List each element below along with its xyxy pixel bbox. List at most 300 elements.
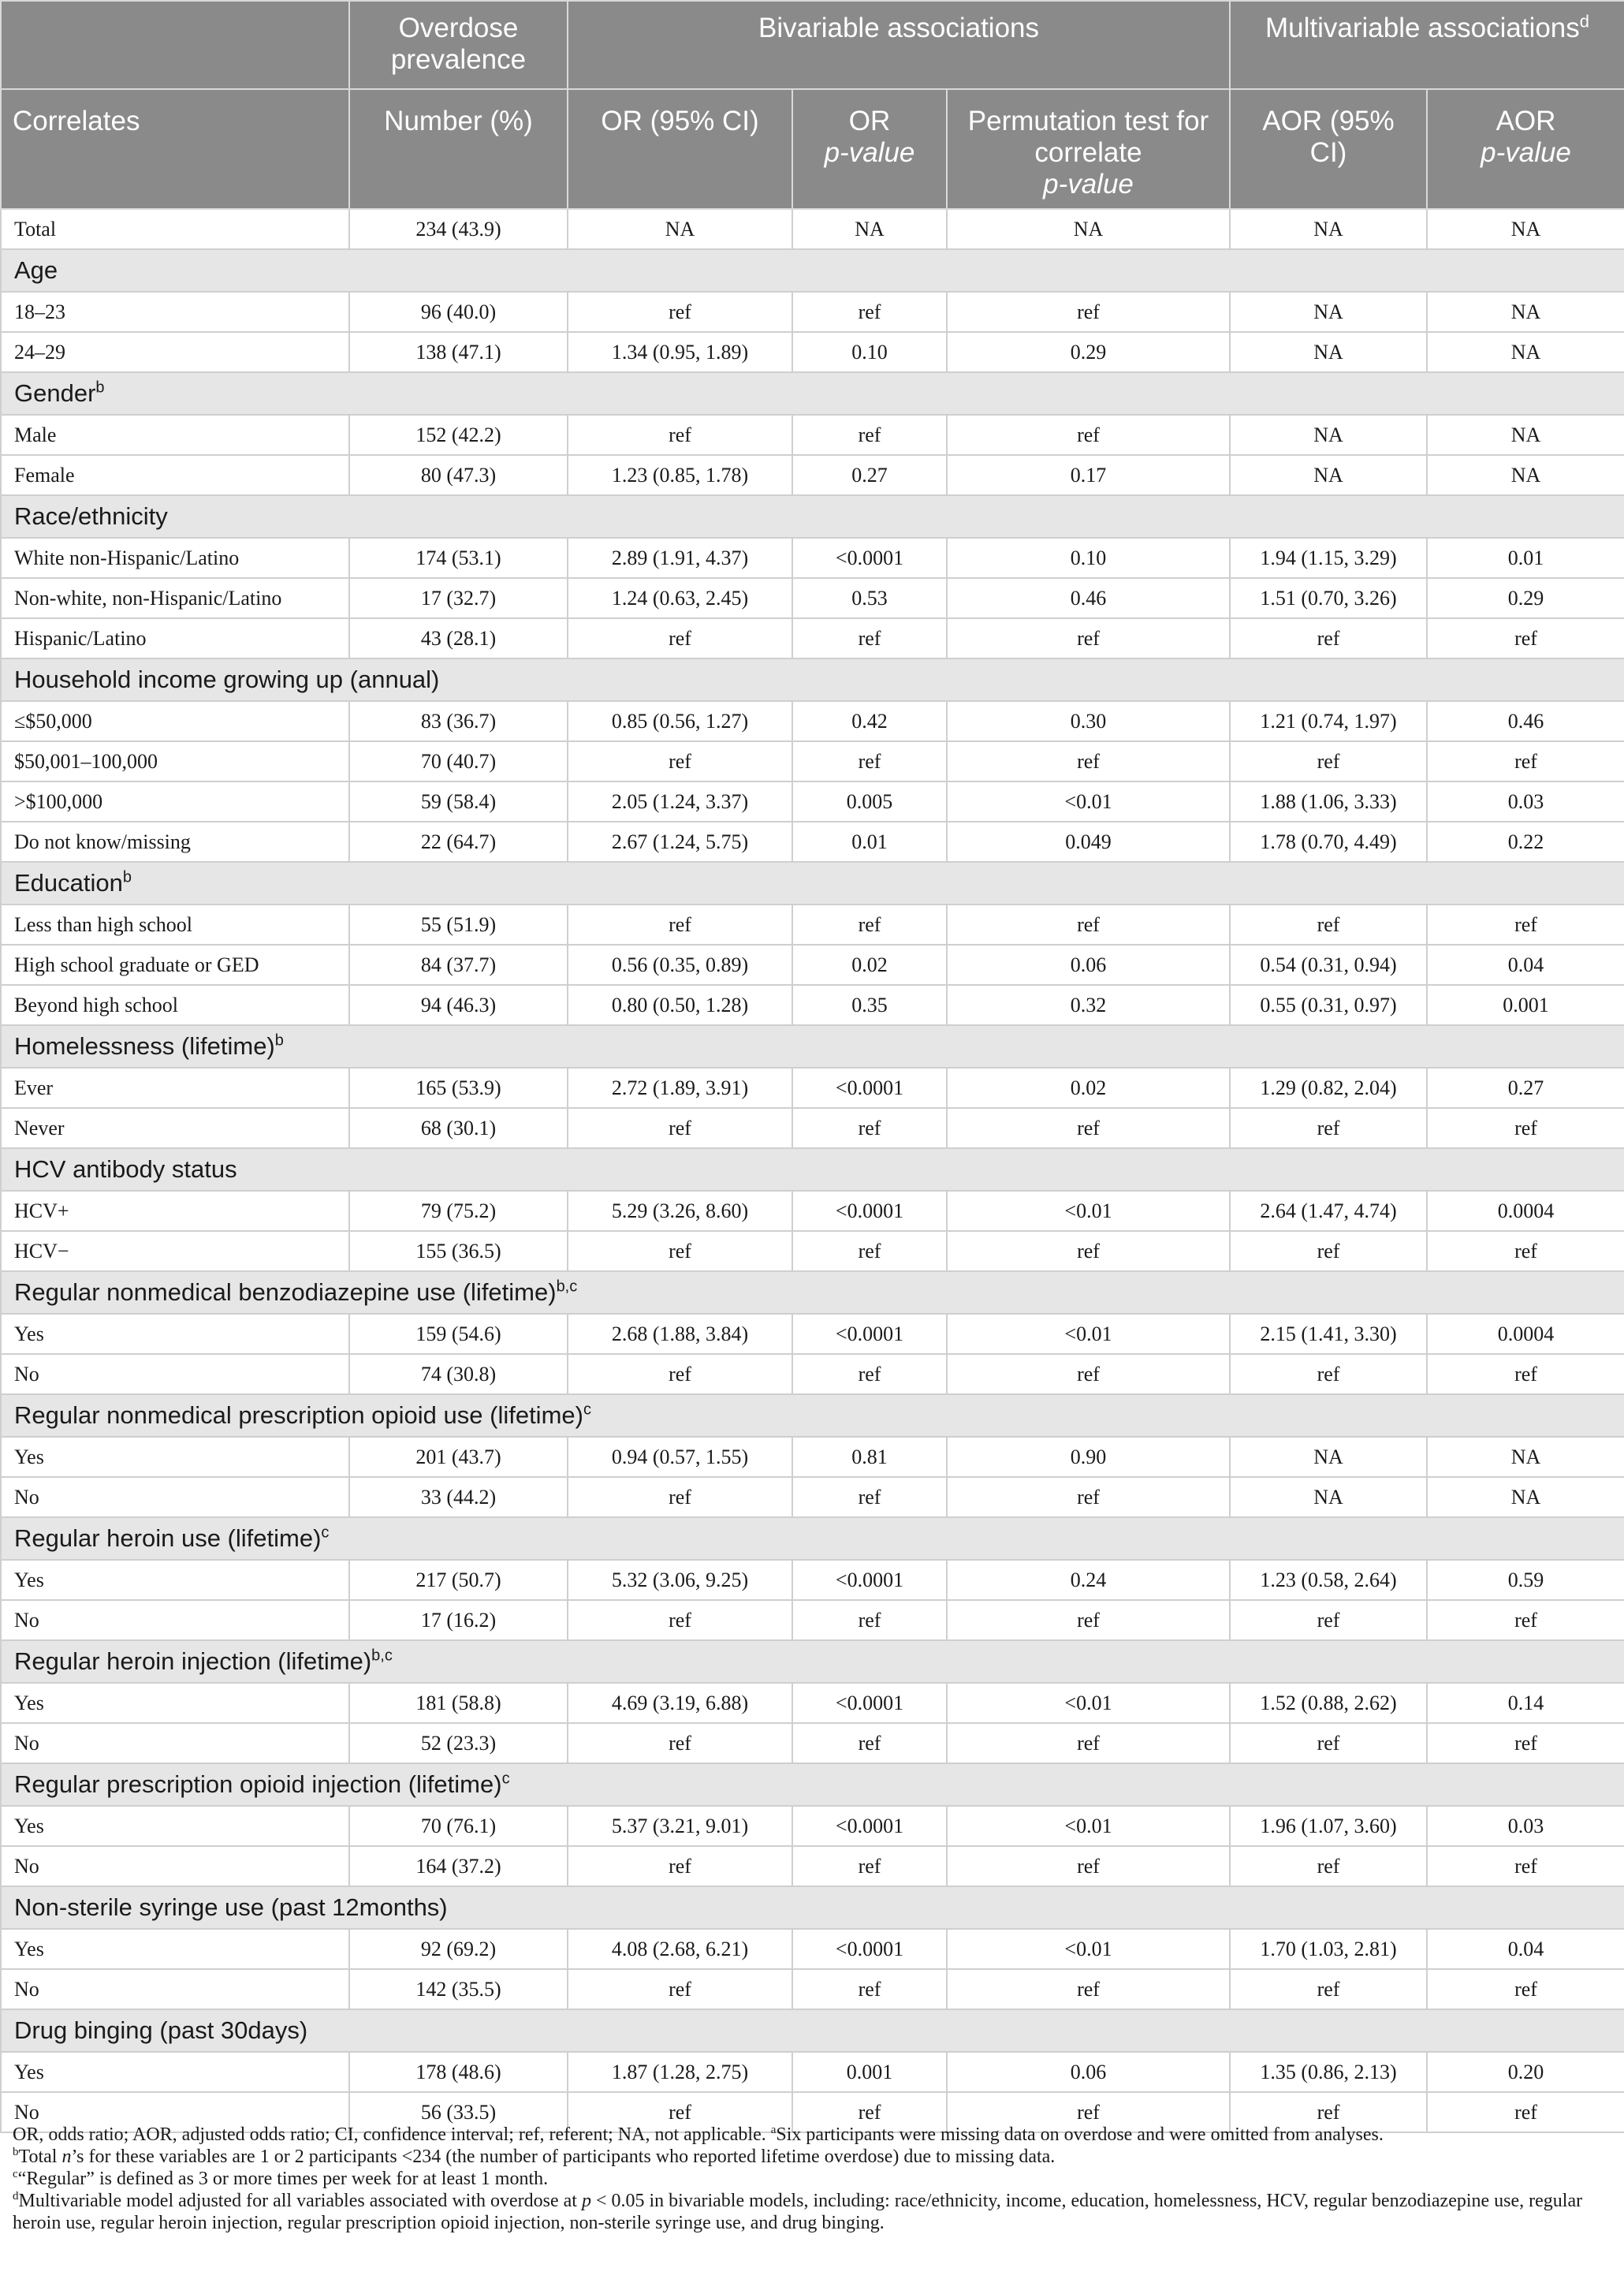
cell-permutation-p: ref: [947, 1354, 1230, 1394]
cell-or-ci: 1.23 (0.85, 1.78): [568, 455, 792, 495]
cell-or-ci: 2.68 (1.88, 3.84): [568, 1314, 792, 1354]
table-row: [1, 1231, 1624, 1271]
cell-permutation-p: ref: [947, 905, 1230, 945]
cell-number: 217 (50.7): [349, 1560, 568, 1600]
cell-aor-ci: 1.78 (0.70, 4.49): [1230, 822, 1427, 862]
footnote-abbr-text: OR, odds ratio; AOR, adjusted odds ratio; CI, confidence interval; ref, referent; NA, not applicable.: [13, 2124, 766, 2145]
row-label: Yes: [1, 1560, 349, 1600]
table-row: [1, 1560, 1624, 1600]
cell-or-p: ref: [792, 741, 947, 781]
table-row: [1, 1683, 1624, 1723]
cell-number: 84 (37.7): [349, 945, 568, 985]
section-title: [1, 1886, 1624, 1929]
row-label: No: [1, 2092, 349, 2132]
cell-permutation-p: ref: [947, 1108, 1230, 1148]
header-aor-p-line2: p-value: [1481, 137, 1571, 168]
section-title: [1, 495, 1624, 538]
cell-or-p: ref: [792, 1354, 947, 1394]
cell-aor-p: 0.03: [1427, 781, 1624, 822]
section-title-text: Gender: [14, 379, 96, 407]
cell-or-p: ref: [792, 1846, 947, 1886]
cell-aor-ci: ref: [1230, 618, 1427, 658]
row-label: Yes: [1, 1437, 349, 1477]
footnote-d-p: p: [581, 2191, 591, 2211]
cell-aor-p: ref: [1427, 905, 1624, 945]
cell-aor-p: ref: [1427, 1846, 1624, 1886]
cell-or-p: <0.0001: [792, 1683, 947, 1723]
cell-permutation-p: ref: [947, 741, 1230, 781]
cell-permutation-p: 0.049: [947, 822, 1230, 862]
cell-number: 79 (75.2): [349, 1191, 568, 1231]
cell-permutation-p: <0.01: [947, 1683, 1230, 1723]
cell-or-ci: 2.05 (1.24, 3.37): [568, 781, 792, 822]
cell-aor-p: 0.0004: [1427, 1191, 1624, 1231]
table-row: [1, 415, 1624, 455]
section-title: [1, 1271, 1624, 1314]
cell-permutation-p: 0.90: [947, 1437, 1230, 1477]
row-label: Non-white, non-Hispanic/Latino: [1, 578, 349, 618]
header-bivariable: Bivariable associations: [568, 1, 1230, 89]
cell-number: 17 (16.2): [349, 1600, 568, 1640]
header-or-p-line2: p-value: [824, 137, 915, 168]
section-footnote-mark: b,c: [371, 1647, 393, 1665]
row-label: Female: [1, 455, 349, 495]
footnote-c-text: “Regular” is defined as 3 or more times per week for at least 1 month.: [17, 2169, 549, 2189]
cell-aor-p: 0.27: [1427, 1068, 1624, 1108]
table-row: [1, 822, 1624, 862]
cell-or-p: 0.001: [792, 2052, 947, 2092]
cell-or-ci: 0.85 (0.56, 1.27): [568, 701, 792, 741]
cell-permutation-p: 0.06: [947, 2052, 1230, 2092]
row-label: ≤$50,000: [1, 701, 349, 741]
cell-permutation-p: ref: [947, 1969, 1230, 2009]
cell-or-ci: ref: [568, 1846, 792, 1886]
cell-aor-ci: 1.21 (0.74, 1.97): [1230, 701, 1427, 741]
cell-number: 56 (33.5): [349, 2092, 568, 2132]
cell-aor-ci: 0.54 (0.31, 0.94): [1230, 945, 1427, 985]
cell-aor-p: 0.01: [1427, 538, 1624, 578]
cell-aor-ci: ref: [1230, 1723, 1427, 1763]
cell-aor-ci: NA: [1230, 1437, 1427, 1477]
cell-number: 96 (40.0): [349, 292, 568, 332]
cell-number: 83 (36.7): [349, 701, 568, 741]
section-title-text: Regular nonmedical benzodiazepine use (lifetime): [14, 1278, 557, 1306]
cell-permutation-p: 0.32: [947, 985, 1230, 1025]
table-row: [1, 781, 1624, 822]
cell-aor-p: 0.001: [1427, 985, 1624, 1025]
cell-aor-ci: 1.70 (1.03, 2.81): [1230, 1929, 1427, 1969]
cell-or-ci: NA: [568, 209, 792, 249]
table-row: [1, 292, 1624, 332]
cell-or-p: <0.0001: [792, 1314, 947, 1354]
cell-or-p: ref: [792, 1723, 947, 1763]
cell-or-ci: ref: [568, 1969, 792, 2009]
cell-aor-ci: 1.35 (0.86, 2.13): [1230, 2052, 1427, 2092]
section-title-text: Household income growing up (annual): [14, 666, 440, 693]
section-title: [1, 1640, 1624, 1683]
cell-number: 74 (30.8): [349, 1354, 568, 1394]
cell-number: 234 (43.9): [349, 209, 568, 249]
cell-or-ci: 2.72 (1.89, 3.91): [568, 1068, 792, 1108]
table-row: [1, 455, 1624, 495]
cell-aor-ci: NA: [1230, 415, 1427, 455]
row-label: No: [1, 1600, 349, 1640]
footnote-abbreviations: [13, 2124, 1613, 2146]
cell-number: 165 (53.9): [349, 1068, 568, 1108]
cell-number: 70 (40.7): [349, 741, 568, 781]
cell-or-ci: ref: [568, 1600, 792, 1640]
cell-or-ci: ref: [568, 1231, 792, 1271]
cell-aor-ci: ref: [1230, 2092, 1427, 2132]
row-label: 24–29: [1, 332, 349, 372]
cell-or-p: ref: [792, 2092, 947, 2132]
table-row: [1, 1108, 1624, 1148]
row-label: Ever: [1, 1068, 349, 1108]
cell-aor-ci: 1.52 (0.88, 2.62): [1230, 1683, 1427, 1723]
cell-or-p: ref: [792, 618, 947, 658]
row-label: $50,001–100,000: [1, 741, 349, 781]
section-footnote-mark: b: [95, 379, 105, 397]
section-footnote-mark: c: [321, 1524, 330, 1542]
cell-number: 174 (53.1): [349, 538, 568, 578]
cell-or-ci: 0.80 (0.50, 1.28): [568, 985, 792, 1025]
table-row: [1, 1477, 1624, 1517]
cell-or-p: ref: [792, 1477, 947, 1517]
cell-number: 22 (64.7): [349, 822, 568, 862]
table-row: [1, 1969, 1624, 2009]
table-row: [1, 1191, 1624, 1231]
cell-or-p: 0.01: [792, 822, 947, 862]
table-row: [1, 985, 1624, 1025]
cell-aor-p: 0.04: [1427, 1929, 1624, 1969]
cell-or-p: <0.0001: [792, 1191, 947, 1231]
section-title-text: Regular nonmedical prescription opioid use (lifetime): [14, 1401, 583, 1429]
table-row: [1, 1846, 1624, 1886]
cell-number: 52 (23.3): [349, 1723, 568, 1763]
row-label: 18–23: [1, 292, 349, 332]
cell-aor-p: NA: [1427, 1477, 1624, 1517]
cell-number: 17 (32.7): [349, 578, 568, 618]
cell-or-ci: 0.94 (0.57, 1.55): [568, 1437, 792, 1477]
table-row: [1, 945, 1624, 985]
section-title-text: Homelessness (lifetime): [14, 1032, 275, 1060]
table-row: [1, 1600, 1624, 1640]
section-header-row: [1, 1394, 1624, 1437]
cell-or-p: 0.005: [792, 781, 947, 822]
cell-number: 43 (28.1): [349, 618, 568, 658]
cell-or-ci: 1.87 (1.28, 2.75): [568, 2052, 792, 2092]
cell-aor-ci: ref: [1230, 1969, 1427, 2009]
section-header-row: [1, 862, 1624, 905]
header-or-ci: OR (95% CI): [568, 89, 792, 209]
table-row: [1, 578, 1624, 618]
cell-aor-ci: NA: [1230, 455, 1427, 495]
cell-or-p: 0.10: [792, 332, 947, 372]
row-label: No: [1, 1477, 349, 1517]
cell-aor-p: 0.14: [1427, 1683, 1624, 1723]
section-header-row: [1, 1148, 1624, 1191]
cell-or-ci: 5.37 (3.21, 9.01): [568, 1806, 792, 1846]
cell-number: 152 (42.2): [349, 415, 568, 455]
row-label: Yes: [1, 2052, 349, 2092]
cell-aor-p: NA: [1427, 415, 1624, 455]
row-label: HCV−: [1, 1231, 349, 1271]
cell-or-ci: ref: [568, 415, 792, 455]
cell-or-ci: ref: [568, 618, 792, 658]
cell-or-p: ref: [792, 415, 947, 455]
cell-permutation-p: <0.01: [947, 1191, 1230, 1231]
section-title-text: Age: [14, 256, 58, 284]
section-title: [1, 1148, 1624, 1191]
cell-or-p: 0.27: [792, 455, 947, 495]
cell-permutation-p: ref: [947, 1600, 1230, 1640]
table-row: [1, 1806, 1624, 1846]
footnote-a-text: Six participants were missing data on overdose and were omitted from analyses.: [776, 2124, 1384, 2145]
header-permutation-line2: p-value: [1043, 169, 1134, 200]
footnote-b-text-b: ’s for these variables are 1 or 2 participants <234 (the number of participants who reported lifetime overdose) due to missing data.: [71, 2147, 1056, 2167]
header-row-sub: [1, 89, 1624, 209]
cell-number: 159 (54.6): [349, 1314, 568, 1354]
cell-or-ci: 5.32 (3.06, 9.25): [568, 1560, 792, 1600]
footnote-b-mark: b: [13, 2146, 19, 2158]
row-label: White non-Hispanic/Latino: [1, 538, 349, 578]
cell-aor-p: ref: [1427, 1354, 1624, 1394]
cell-number: 155 (36.5): [349, 1231, 568, 1271]
section-title-text: Education: [14, 869, 123, 897]
cell-number: 138 (47.1): [349, 332, 568, 372]
row-label: Yes: [1, 1314, 349, 1354]
row-label: Never: [1, 1108, 349, 1148]
section-footnote-mark: b,c: [556, 1278, 578, 1296]
section-header-row: [1, 1271, 1624, 1314]
cell-aor-p: 0.20: [1427, 2052, 1624, 2092]
cell-aor-ci: ref: [1230, 1354, 1427, 1394]
cell-or-p: <0.0001: [792, 1560, 947, 1600]
cell-aor-ci: 1.96 (1.07, 3.60): [1230, 1806, 1427, 1846]
cell-permutation-p: 0.30: [947, 701, 1230, 741]
section-title: [1, 1763, 1624, 1806]
cell-aor-ci: ref: [1230, 1600, 1427, 1640]
cell-aor-p: ref: [1427, 1108, 1624, 1148]
cell-aor-ci: 1.94 (1.15, 3.29): [1230, 538, 1427, 578]
cell-aor-ci: 2.64 (1.47, 4.74): [1230, 1191, 1427, 1231]
cell-aor-p: ref: [1427, 1600, 1624, 1640]
footnote-a-mark: a: [770, 2124, 777, 2136]
row-label: High school graduate or GED: [1, 945, 349, 985]
row-label: No: [1, 1354, 349, 1394]
header-multivariable-sup: d: [1579, 11, 1590, 32]
cell-aor-ci: 1.29 (0.82, 2.04): [1230, 1068, 1427, 1108]
footnote-b-text-a: Total: [18, 2147, 58, 2167]
cell-number: 59 (58.4): [349, 781, 568, 822]
section-title: [1, 2009, 1624, 2052]
header-aor-ci: AOR (95% CI): [1230, 89, 1427, 209]
cell-permutation-p: ref: [947, 1231, 1230, 1271]
section-title: [1, 658, 1624, 701]
cell-aor-ci: 1.51 (0.70, 3.26): [1230, 578, 1427, 618]
cell-aor-p: NA: [1427, 455, 1624, 495]
cell-permutation-p: ref: [947, 2092, 1230, 2132]
section-title-text: Regular heroin use (lifetime): [14, 1524, 322, 1552]
cell-aor-p: ref: [1427, 741, 1624, 781]
cell-permutation-p: 0.29: [947, 332, 1230, 372]
cell-permutation-p: 0.02: [947, 1068, 1230, 1108]
table-row: [1, 905, 1624, 945]
header-aor-p: [1427, 89, 1624, 209]
table-row: [1, 618, 1624, 658]
cell-aor-ci: NA: [1230, 209, 1427, 249]
cell-or-ci: ref: [568, 1108, 792, 1148]
footnote-b-n: n: [61, 2147, 72, 2167]
cell-or-p: ref: [792, 292, 947, 332]
cell-permutation-p: 0.17: [947, 455, 1230, 495]
cell-permutation-p: 0.06: [947, 945, 1230, 985]
cell-or-ci: 1.24 (0.63, 2.45): [568, 578, 792, 618]
cell-aor-p: ref: [1427, 1723, 1624, 1763]
cell-or-p: 0.53: [792, 578, 947, 618]
cell-number: 55 (51.9): [349, 905, 568, 945]
cell-or-p: NA: [792, 209, 947, 249]
cell-number: 33 (44.2): [349, 1477, 568, 1517]
cell-number: 181 (58.8): [349, 1683, 568, 1723]
section-header-row: [1, 372, 1624, 415]
table-row: [1, 1354, 1624, 1394]
section-title-text: Regular prescription opioid injection (lifetime): [14, 1770, 502, 1798]
section-title: [1, 1025, 1624, 1068]
cell-number: 70 (76.1): [349, 1806, 568, 1846]
cell-aor-ci: 1.23 (0.58, 2.64): [1230, 1560, 1427, 1600]
header-multivariable-text: Multivariable associations: [1265, 13, 1580, 43]
cell-aor-p: 0.0004: [1427, 1314, 1624, 1354]
section-header-row: [1, 1025, 1624, 1068]
section-footnote-mark: c: [583, 1401, 591, 1419]
footnote-d-text-b: < 0.05 in bivariable models, including: race/ethnicity, income, education, homelessness, HCV, regular benzodiazepine use, regular heroin use, regular heroin injection, regular prescription opioid injection, non-sterile syringe use, and drug binging.: [13, 2191, 1583, 2233]
header-or-p: [792, 89, 947, 209]
row-label: Yes: [1, 1683, 349, 1723]
cell-or-ci: 1.34 (0.95, 1.89): [568, 332, 792, 372]
header-correlates-blank: [1, 1, 349, 89]
cell-or-p: 0.81: [792, 1437, 947, 1477]
cell-or-p: <0.0001: [792, 1929, 947, 1969]
cell-permutation-p: ref: [947, 1477, 1230, 1517]
section-title: [1, 1394, 1624, 1437]
cell-or-p: ref: [792, 1600, 947, 1640]
footnote-d-text-a: Multivariable model adjusted for all variables associated with overdose at: [18, 2191, 577, 2211]
cell-aor-p: ref: [1427, 618, 1624, 658]
cell-or-ci: ref: [568, 1723, 792, 1763]
section-footnote-mark: c: [501, 1770, 510, 1788]
section-header-row: [1, 658, 1624, 701]
cell-aor-p: ref: [1427, 1969, 1624, 2009]
table-row: [1, 209, 1624, 249]
cell-permutation-p: 0.24: [947, 1560, 1230, 1600]
cell-or-ci: ref: [568, 905, 792, 945]
section-header-row: [1, 1763, 1624, 1806]
cell-aor-p: ref: [1427, 1231, 1624, 1271]
table-row: [1, 1314, 1624, 1354]
cell-aor-p: 0.29: [1427, 578, 1624, 618]
cell-number: 80 (47.3): [349, 455, 568, 495]
cell-or-p: <0.0001: [792, 1806, 947, 1846]
cell-or-p: <0.0001: [792, 538, 947, 578]
section-title-text: Race/ethnicity: [14, 502, 168, 530]
cell-permutation-p: ref: [947, 618, 1230, 658]
cell-aor-p: NA: [1427, 1437, 1624, 1477]
cell-permutation-p: 0.46: [947, 578, 1230, 618]
cell-or-ci: ref: [568, 1354, 792, 1394]
cell-number: 68 (30.1): [349, 1108, 568, 1148]
cell-number: 164 (37.2): [349, 1846, 568, 1886]
section-title-text: Drug binging (past 30days): [14, 2016, 308, 2044]
cell-number: 201 (43.7): [349, 1437, 568, 1477]
cell-or-p: ref: [792, 905, 947, 945]
cell-or-ci: 4.69 (3.19, 6.88): [568, 1683, 792, 1723]
cell-aor-p: ref: [1427, 2092, 1624, 2132]
row-label: No: [1, 1846, 349, 1886]
cell-aor-ci: 1.88 (1.06, 3.33): [1230, 781, 1427, 822]
header-row-top: [1, 1, 1624, 89]
section-title-text: Non-sterile syringe use (past 12months): [14, 1893, 448, 1921]
footnote-c-mark: c: [13, 2168, 18, 2180]
table-row: [1, 1068, 1624, 1108]
section-title: [1, 372, 1624, 415]
section-header-row: [1, 1640, 1624, 1683]
table-row: [1, 1437, 1624, 1477]
row-label: No: [1, 1723, 349, 1763]
cell-permutation-p: <0.01: [947, 1806, 1230, 1846]
cell-aor-p: NA: [1427, 209, 1624, 249]
cell-permutation-p: <0.01: [947, 781, 1230, 822]
cell-aor-ci: ref: [1230, 1846, 1427, 1886]
cell-aor-ci: NA: [1230, 1477, 1427, 1517]
footnote-d: [13, 2190, 1613, 2234]
cell-permutation-p: ref: [947, 1723, 1230, 1763]
footnote-b: [13, 2146, 1613, 2168]
row-label: Total: [1, 209, 349, 249]
table-row: [1, 332, 1624, 372]
header-permutation-line1: Permutation test for correlate: [967, 106, 1209, 168]
section-footnote-mark: b: [274, 1031, 284, 1050]
section-title-text: Regular heroin injection (lifetime): [14, 1647, 372, 1675]
section-title: [1, 1517, 1624, 1560]
header-overdose-prevalence: Overdose prevalence: [349, 1, 568, 89]
cell-aor-ci: ref: [1230, 741, 1427, 781]
cell-permutation-p: <0.01: [947, 1929, 1230, 1969]
header-or-p-line1: OR: [848, 106, 891, 136]
cell-number: 94 (46.3): [349, 985, 568, 1025]
header-correlates: Correlates: [1, 89, 349, 209]
table-row: [1, 538, 1624, 578]
section-title: [1, 249, 1624, 292]
cell-or-p: ref: [792, 1108, 947, 1148]
cell-aor-p: 0.59: [1427, 1560, 1624, 1600]
cell-aor-p: 0.46: [1427, 701, 1624, 741]
section-header-row: [1, 1517, 1624, 1560]
cell-number: 142 (35.5): [349, 1969, 568, 2009]
cell-permutation-p: ref: [947, 1846, 1230, 1886]
cell-or-ci: ref: [568, 741, 792, 781]
cell-or-p: <0.0001: [792, 1068, 947, 1108]
cell-or-ci: 2.67 (1.24, 5.75): [568, 822, 792, 862]
row-label: Less than high school: [1, 905, 349, 945]
cell-or-ci: ref: [568, 2092, 792, 2132]
row-label: Beyond high school: [1, 985, 349, 1025]
section-header-row: [1, 1886, 1624, 1929]
section-header-row: [1, 495, 1624, 538]
table-footnotes: [13, 2124, 1613, 2234]
table-body: [1, 209, 1624, 2132]
section-header-row: [1, 2009, 1624, 2052]
